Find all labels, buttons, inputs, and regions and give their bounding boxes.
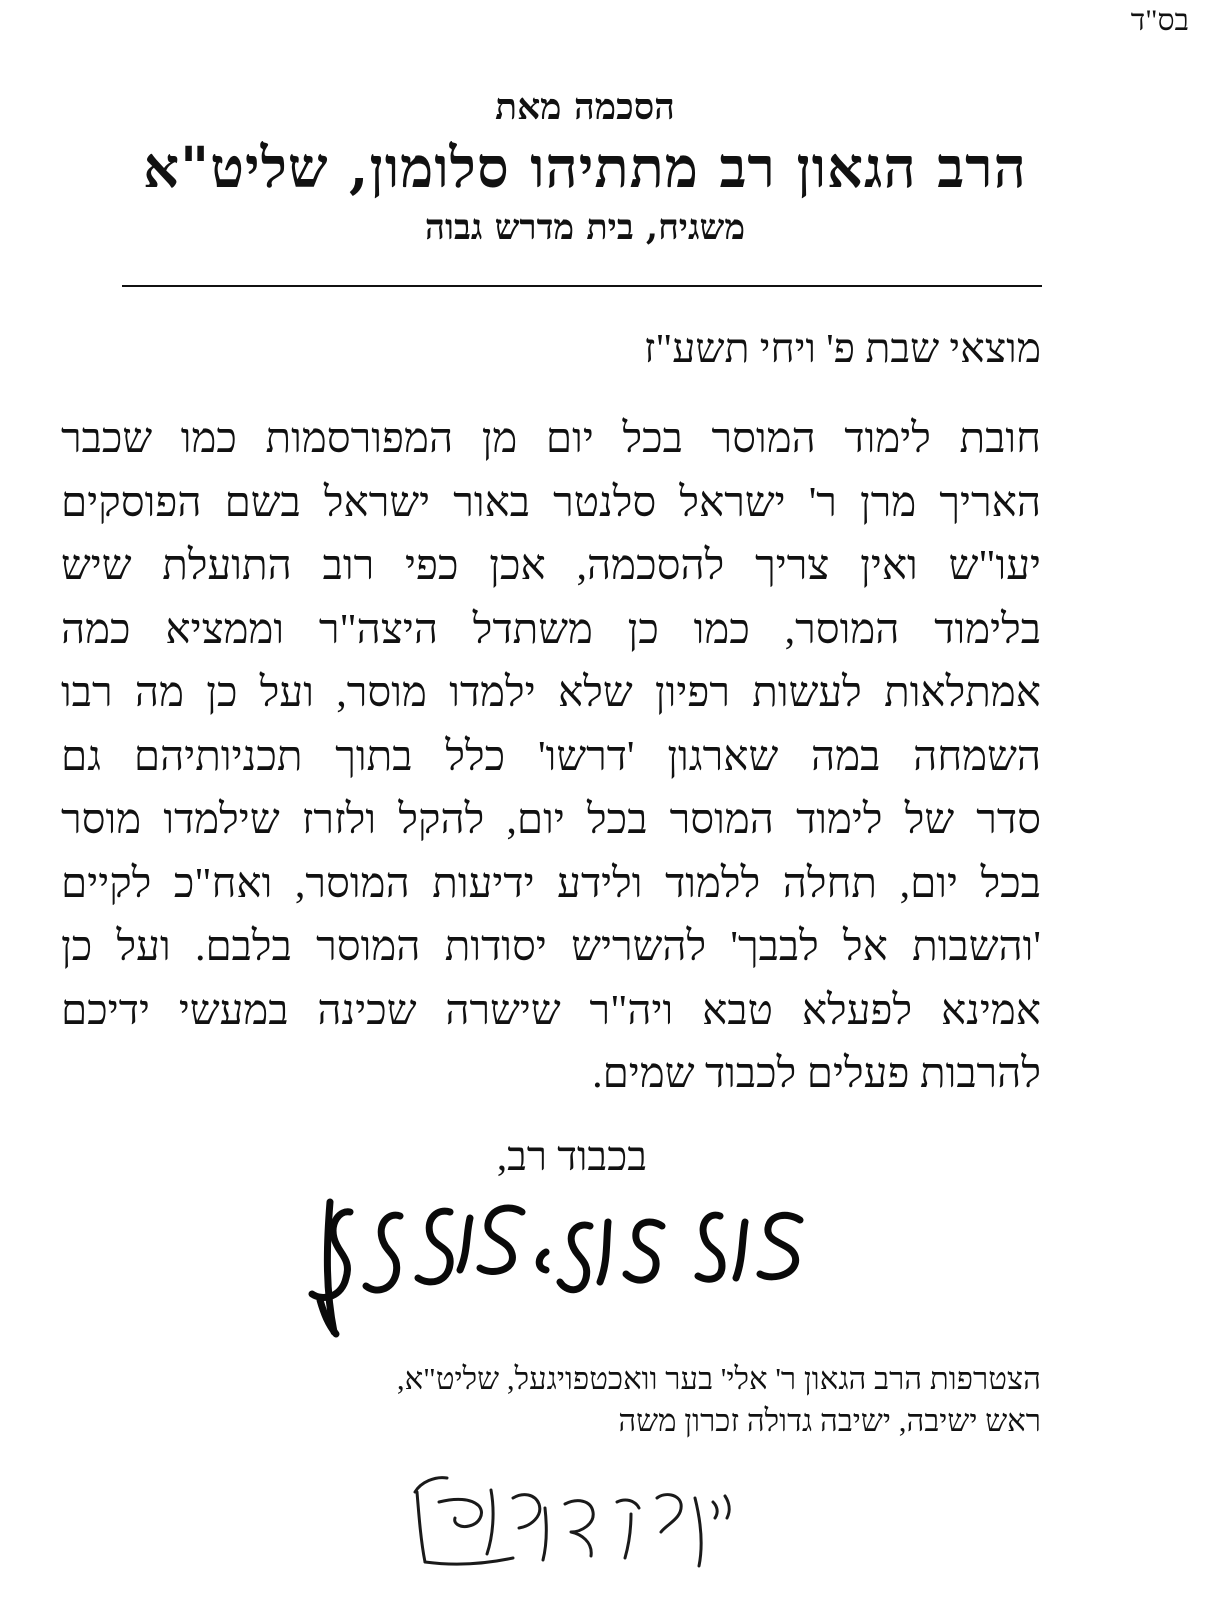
body-line: בלימוד המוסר, כמו כן משתדל היצה"ר וממציא כמה xyxy=(61,606,1041,653)
body-line: סדר של לימוד המוסר בכל יום, להקל ולזרז שילמדו מוסר xyxy=(61,797,1041,843)
bsd-marking: בס"ד xyxy=(1130,4,1189,37)
handwritten-signature-1 xyxy=(290,1182,820,1342)
letter-closing: בכבוד רב, xyxy=(496,1133,647,1179)
body-line: חובת לימוד המוסר בכל יום מן המפורסמות כמו שכבר xyxy=(61,416,1041,462)
header-rabbi-name: הרב הגאון רב מתתיהו סלומון, שליט"א xyxy=(143,135,1027,201)
body-line: להרבות פעלים לכבוד שמים. xyxy=(592,1051,1041,1097)
handwritten-signature-2 xyxy=(395,1462,755,1582)
endorsement-line-2: ראש ישיבה, ישיבה גדולה זכרון משה xyxy=(618,1403,1041,1438)
endorsement-line-1: הצטרפות הרב הגאון ר' אלי' בער וואכטפויגעל, שליט"א, xyxy=(396,1361,1041,1396)
body-line: אמתלאות לעשות רפיון שלא ילמדו מוסר, ועל כן מה רבו xyxy=(61,670,1041,716)
letter-body xyxy=(61,408,1041,1107)
body-line: השמחה במה שארגון 'דרשו' כלל בתוך תכניותיהם גם xyxy=(61,733,1041,780)
body-line: אמינא לפעלא טבא ויה"ר שישרה שכינה במעשי ידיכם xyxy=(61,987,1041,1034)
letter-date: מוצאי שבת פ' ויחי תשע"ז xyxy=(644,325,1041,371)
letter-header xyxy=(120,82,1050,252)
body-line: יעו"ש ואין צריך להסכמה, אכן כפי רוב התועלת שיש xyxy=(61,543,1041,589)
header-rabbi-role: משגיח, בית מדרש גבוה xyxy=(424,207,746,248)
header-divider xyxy=(122,285,1042,287)
body-line: בכל יום, תחלה ללמוד ולידע ידיעות המוסר, ואח"כ לקיים xyxy=(61,860,1041,907)
endorsement-block xyxy=(397,1358,1041,1442)
body-line: האריך מרן ר' ישראל סלנטר באור ישראל בשם הפוסקים xyxy=(61,479,1041,526)
header-pre-title: הסכמה מאת xyxy=(495,86,675,128)
body-line: 'והשבות אל לבבך' להשריש יסודות המוסר בלבם. ועל כן xyxy=(61,924,1041,970)
